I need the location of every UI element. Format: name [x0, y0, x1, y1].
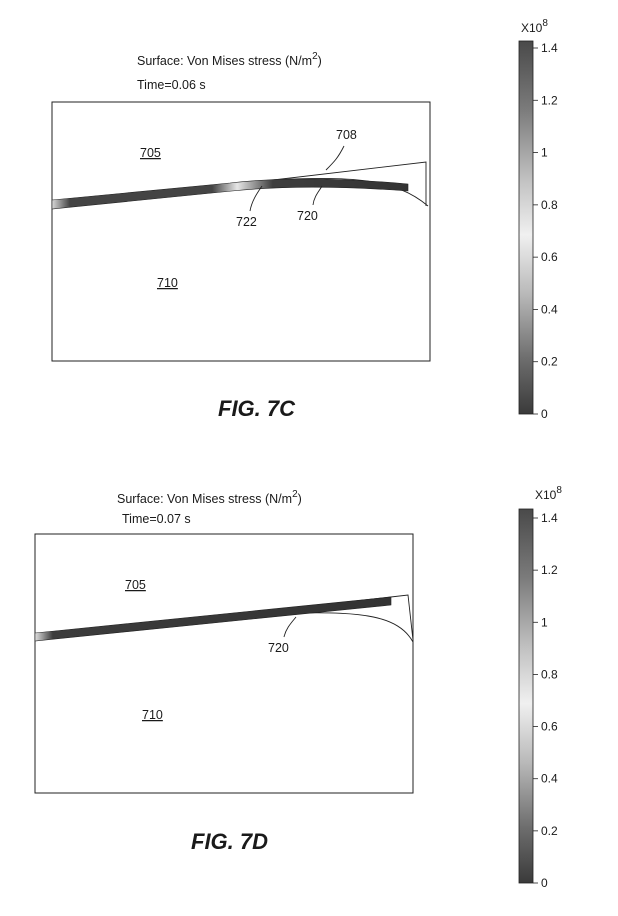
colorbar-tick-label: 0.8: [541, 667, 558, 682]
colorbar-tick-label: 0.2: [541, 823, 558, 838]
time-label: Time=0.07 s: [122, 512, 191, 526]
colorbar: [519, 485, 562, 890]
leader-line-720: [313, 186, 322, 205]
colorbar-tick-label: 0.8: [541, 197, 558, 212]
colorbar-tick-label: 0: [541, 876, 548, 890]
figure-caption: FIG. 7D: [191, 829, 269, 854]
colorbar-tick-label: 1.4: [541, 511, 558, 525]
colorbar-gradient: [519, 509, 533, 883]
region-label-lower: 710: [157, 276, 178, 290]
colorbar: [519, 18, 558, 421]
colorbar-tick-label: 1.2: [541, 563, 558, 578]
callout-label-720: 720: [297, 209, 318, 223]
colorbar-exponent: $X10^8$: [521, 18, 548, 35]
deformed-surface-curve: [300, 613, 413, 642]
callout-label-708: 708: [336, 128, 357, 142]
region-label-upper: 705: [125, 578, 146, 592]
callout-label-722: 722: [236, 215, 257, 229]
time-label: Time=0.06 s: [137, 78, 206, 92]
plot-title: Surface: Von Mises stress $(N/m^2)$: [137, 51, 322, 68]
domain-boundary: [35, 534, 413, 793]
colorbar-tick-label: 1: [541, 145, 548, 160]
region-label-upper: 705: [140, 146, 161, 160]
colorbar-exponent: $X10^8$: [535, 485, 562, 502]
colorbar-tick-label: 0.4: [541, 302, 558, 317]
colorbar-gradient: [519, 41, 533, 414]
leader-line-708: [326, 146, 344, 170]
beam-720: [52, 179, 408, 209]
colorbar-tick-label: 0.4: [541, 771, 558, 786]
colorbar-tick-label: 1.4: [541, 41, 558, 55]
colorbar-tick-label: 1: [541, 615, 548, 630]
callout-label-720: 720: [268, 641, 289, 655]
figure-caption: FIG. 7C: [218, 396, 296, 421]
leader-line-722: [250, 186, 262, 211]
colorbar-tick-label: 0.2: [541, 354, 558, 369]
figure-7c: [52, 18, 558, 421]
colorbar-tick-label: 1.2: [541, 93, 558, 108]
leader-line-720: [284, 617, 296, 637]
beam-720: [35, 597, 391, 641]
colorbar-tick-label: 0: [541, 407, 548, 421]
plot-title: Surface: Von Mises stress $(N/m^2)$: [117, 489, 302, 506]
figure-7d: [35, 485, 562, 890]
colorbar-tick-label: 0.6: [541, 719, 558, 734]
domain-boundary: [52, 102, 430, 361]
colorbar-tick-label: 0.6: [541, 250, 558, 265]
region-label-lower: 710: [142, 708, 163, 722]
